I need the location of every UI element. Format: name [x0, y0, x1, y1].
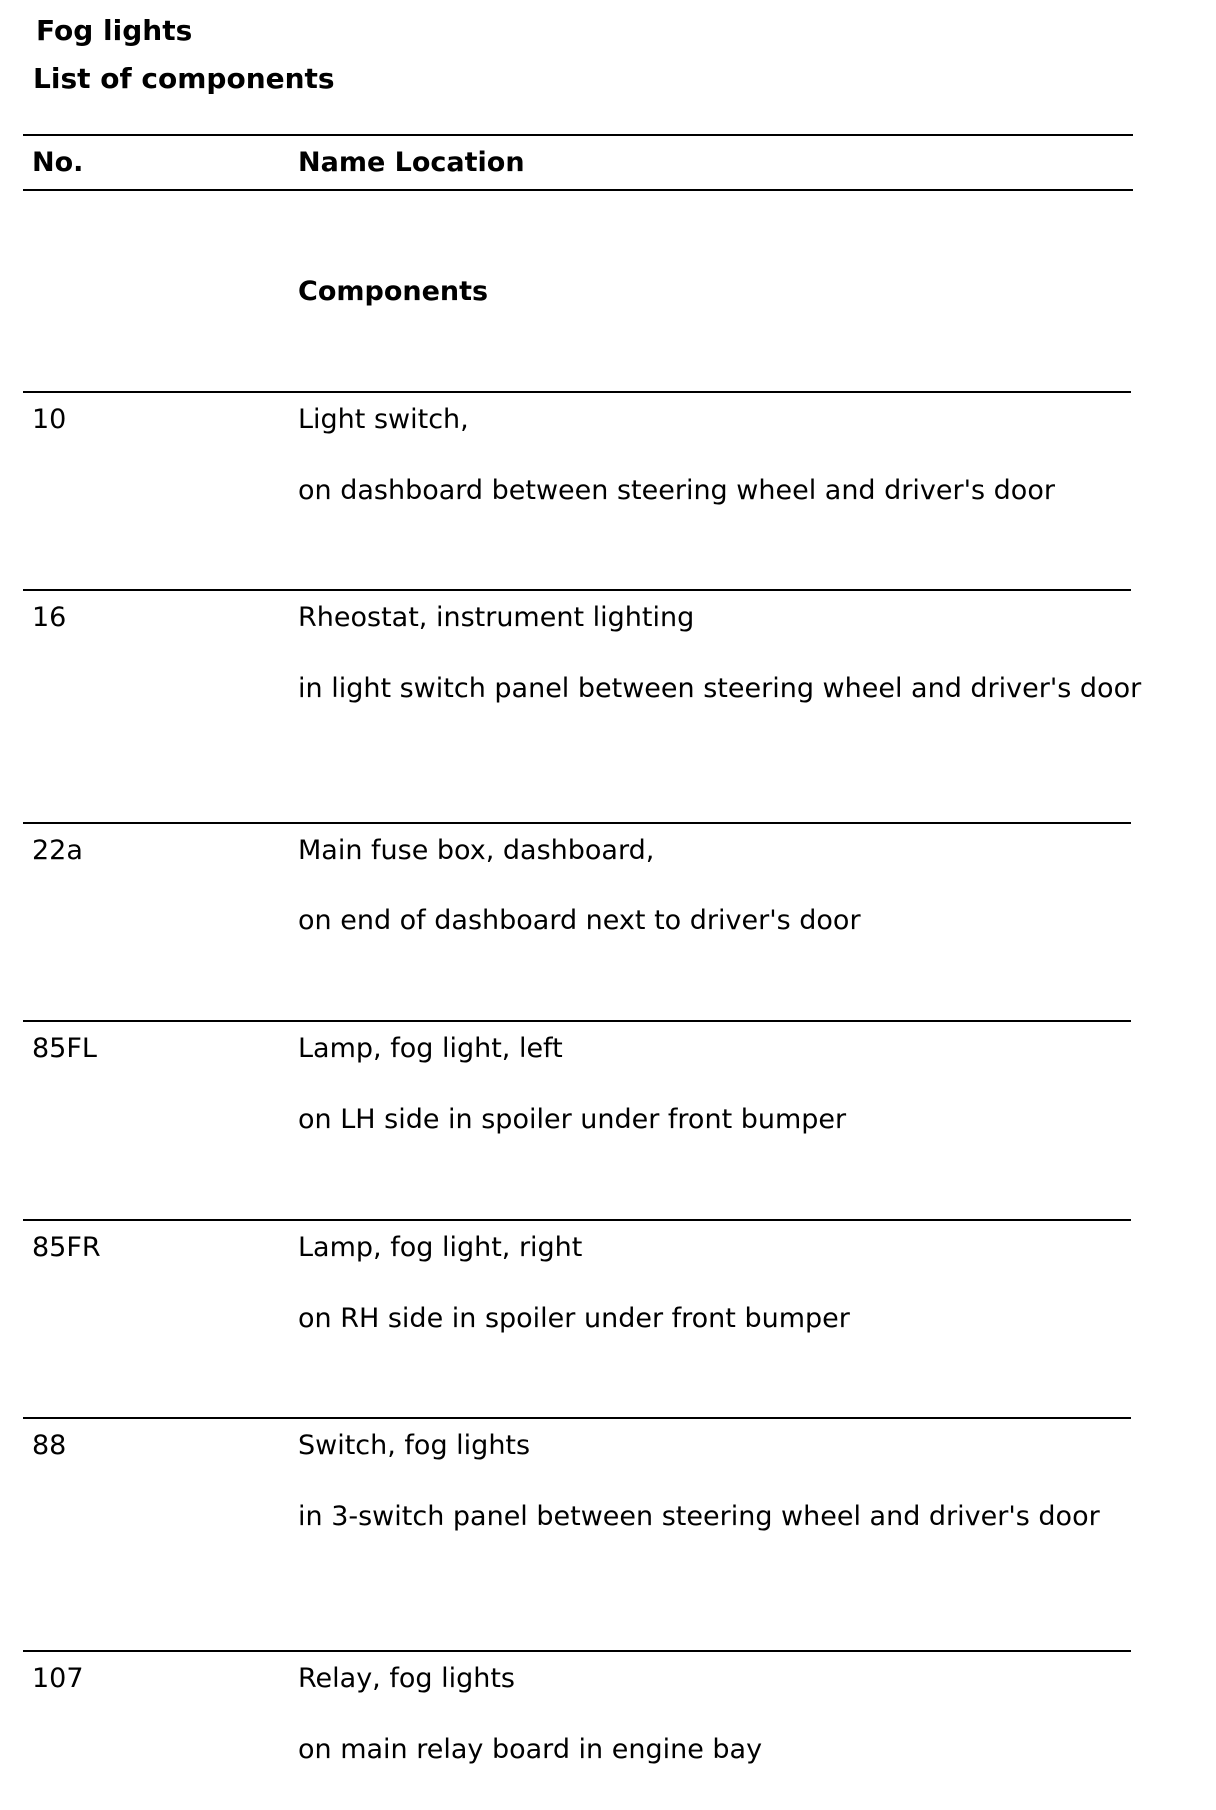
row-name: Light switch,: [298, 404, 469, 435]
row-name: Lamp, fog light, right: [298, 1232, 583, 1263]
document-subtitle: List of components: [33, 62, 335, 95]
row-location: on LH side in spoiler under front bumper: [298, 1104, 847, 1135]
row-no: 85FR: [32, 1232, 101, 1263]
row-divider: [23, 1219, 1131, 1221]
row-no: 107: [32, 1663, 84, 1694]
row-name: Relay, fog lights: [298, 1663, 516, 1694]
row-divider: [23, 589, 1131, 591]
row-location: on end of dashboard next to driver's door: [298, 905, 861, 936]
row-divider: [23, 1020, 1131, 1022]
document-title: Fog lights: [36, 14, 193, 47]
header-no: No.: [32, 147, 84, 178]
row-location: in light switch panel between steering wheel and driver's door: [298, 673, 1142, 704]
row-name: Lamp, fog light, left: [298, 1033, 563, 1064]
row-divider: [23, 1417, 1131, 1419]
row-divider: [23, 1650, 1131, 1652]
row-divider: [23, 391, 1131, 393]
row-location: on RH side in spoiler under front bumper: [298, 1303, 850, 1334]
row-name: Rheostat, instrument lighting: [298, 602, 695, 633]
row-divider: [23, 822, 1131, 824]
row-location: in 3-switch panel between steering wheel and driver's door: [298, 1501, 1100, 1532]
section-label-components: Components: [298, 276, 489, 307]
row-name: Main fuse box, dashboard,: [298, 835, 655, 866]
row-location: on main relay board in engine bay: [298, 1734, 763, 1765]
header-bottom-rule: [23, 189, 1133, 191]
row-no: 10: [32, 404, 67, 435]
row-no: 22a: [32, 835, 83, 866]
row-name: Switch, fog lights: [298, 1430, 531, 1461]
table-top-rule: [23, 134, 1133, 136]
row-no: 88: [32, 1430, 67, 1461]
header-name-location: Name Location: [298, 147, 525, 178]
row-no: 16: [32, 602, 67, 633]
row-no: 85FL: [32, 1033, 97, 1064]
row-location: on dashboard between steering wheel and driver's door: [298, 475, 1055, 506]
